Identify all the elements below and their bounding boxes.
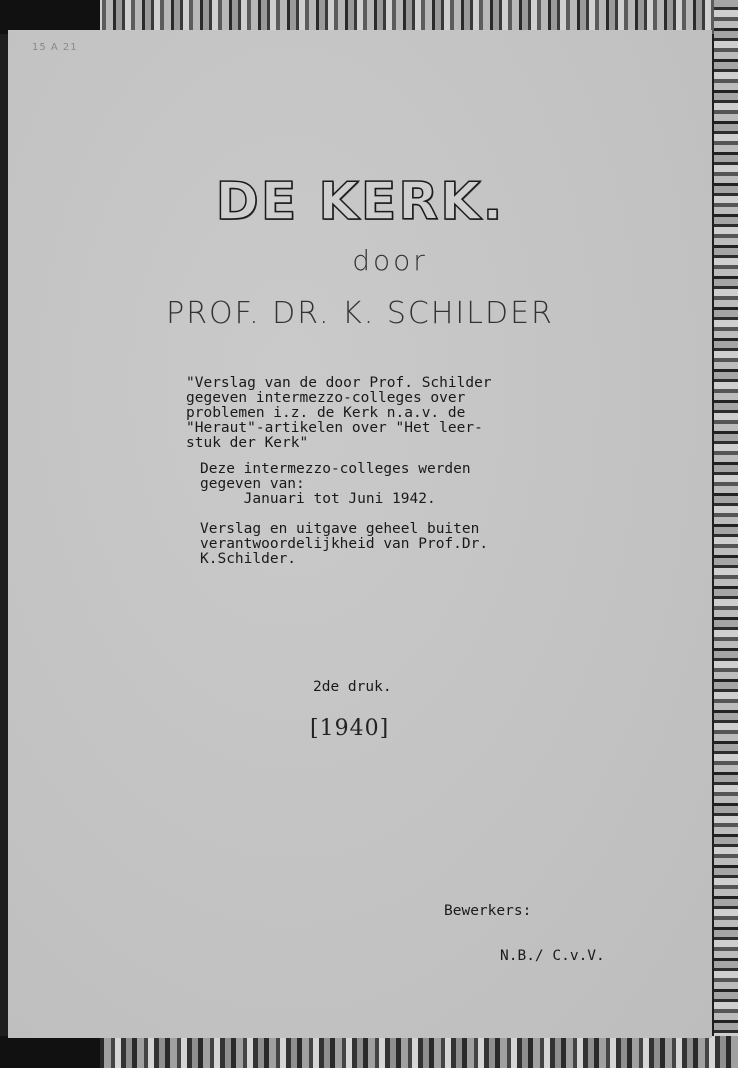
editors-names: N.B./ C.v.V. xyxy=(500,948,605,964)
by-label: door xyxy=(352,244,428,277)
marbled-edge-top xyxy=(0,0,738,34)
document-title: DE KERK. xyxy=(215,172,505,232)
author-name: PROF. DR. K. SCHILDER xyxy=(166,296,554,331)
colleges-note: Deze intermezzo-colleges werden gegeven van: Januari tot Juni 1942. xyxy=(200,461,471,507)
marbled-edge-bottom xyxy=(0,1036,738,1068)
edition-label: 2de druk. xyxy=(313,679,392,695)
handwritten-year: [1940] xyxy=(310,716,390,741)
archive-mark: 15 A 21 xyxy=(32,42,78,53)
editors-block xyxy=(444,874,605,994)
editors-label: Bewerkers: xyxy=(444,903,532,919)
description-text: "Verslag van de door Prof. Schilder gegeven intermezzo-colleges over problemen i.z. de Kerk n.a.v. de "Heraut"-artikelen over "Het leer- stuk der Kerk" xyxy=(186,375,492,451)
responsibility-note: Verslag en uitgave geheel buiten verantwoordelijkheid van Prof.Dr. K.Schilder. xyxy=(200,521,489,567)
title-page xyxy=(8,30,712,1038)
marbled-edge-right xyxy=(714,0,738,1068)
